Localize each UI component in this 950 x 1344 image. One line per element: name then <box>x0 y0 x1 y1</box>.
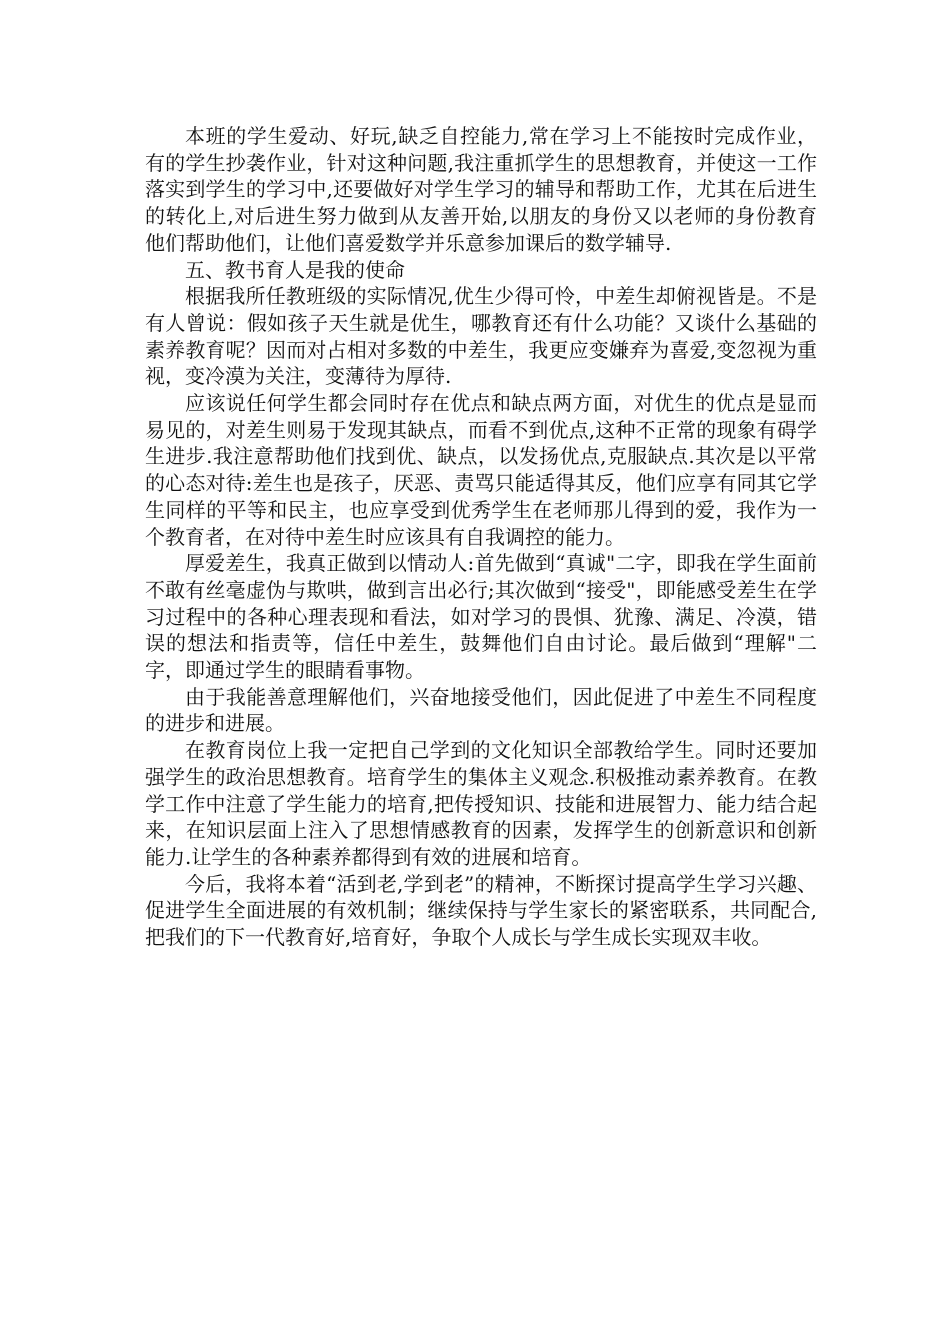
paragraph-6: 在教育岗位上我一定把自己学到的文化知识全部教给学生。同时还要加强学生的政治思想教育。培育学生的集体主义观念.积极推动素养教育。在教学工作中注意了学生能力的培育,把传授知识、技能和进展智力、能力结合起来，在知识层面上注入了思想情感教育的因素，发挥学生的创新意识和创新能力.让学生的各种素养都得到有效的进展和培育。 <box>145 738 817 869</box>
section-heading: 五、教书育人是我的使命 <box>185 257 405 282</box>
paragraph-3: 应该说任何学生都会同时存在优点和缺点两方面，对优生的优点是显而易见的，对差生则易于发现其缺点，而看不到优点,这种不正常的现象有碍学生进步.我注意帮助他们找到优、缺点，以发扬优点,克服缺点.其次是以平常的心态对待:差生也是孩子，厌恶、责骂只能适得其反，他们应享有同其它学生同样的平等和民主，也应享受到优秀学生在老师那儿得到的爱，我作为一个教育者，在对待中差生时应该具有自我调控的能力。 <box>145 391 817 549</box>
paragraph-4: 厚爱差生，我真正做到以情动人:首先做到“真诚"二字，即我在学生面前不敢有丝毫虚伪与欺哄，做到言出必行;其次做到“接受"，即能感受差生在学习过程中的各种心理表现和看法，如对学习的畏惧、犹豫、满足、冷漠，错误的想法和指责等，信任中差生，鼓舞他们自由讨论。最后做到“理解"二字，即通过学生的眼睛看事物。 <box>145 551 817 683</box>
document-body <box>145 123 817 951</box>
paragraph-7: 今后，我将本着“活到老,学到老”的精神，不断探讨提高学生学习兴趣、促进学生全面进展的有效机制；继续保持与学生家长的紧密联系，共同配合,把我们的下一代教育好,培育好，争取个人成长与学生成长实现双丰收。 <box>145 871 817 950</box>
paragraph-1: 本班的学生爱动、好玩,缺乏自控能力,常在学习上不能按时完成作业，有的学生抄袭作业，针对这种问题,我注重抓学生的思想教育，并使这一工作落实到学生的学习中,还要做好对学生学习的辅导和帮助工作，尤其在后进生的转化上,对后进生努力做到从友善开始,以朋友的身份又以老师的身份教育他们帮助他们，让他们喜爱数学并乐意参加课后的数学辅导. <box>145 124 817 255</box>
paragraph-2: 根据我所任教班级的实际情况,优生少得可怜，中差生却俯视皆是。不是有人曾说：假如孩子天生就是优生，哪教育还有什么功能？又谈什么基础的素养教育呢？因而对占相对多数的中差生，我更应变嫌弃为喜爱,变忽视为重视，变冷漠为关注，变薄待为厚待. <box>145 284 817 389</box>
paragraph-5: 由于我能善意理解他们，兴奋地接受他们，因此促进了中差生不同程度的进步和进展。 <box>145 684 817 736</box>
